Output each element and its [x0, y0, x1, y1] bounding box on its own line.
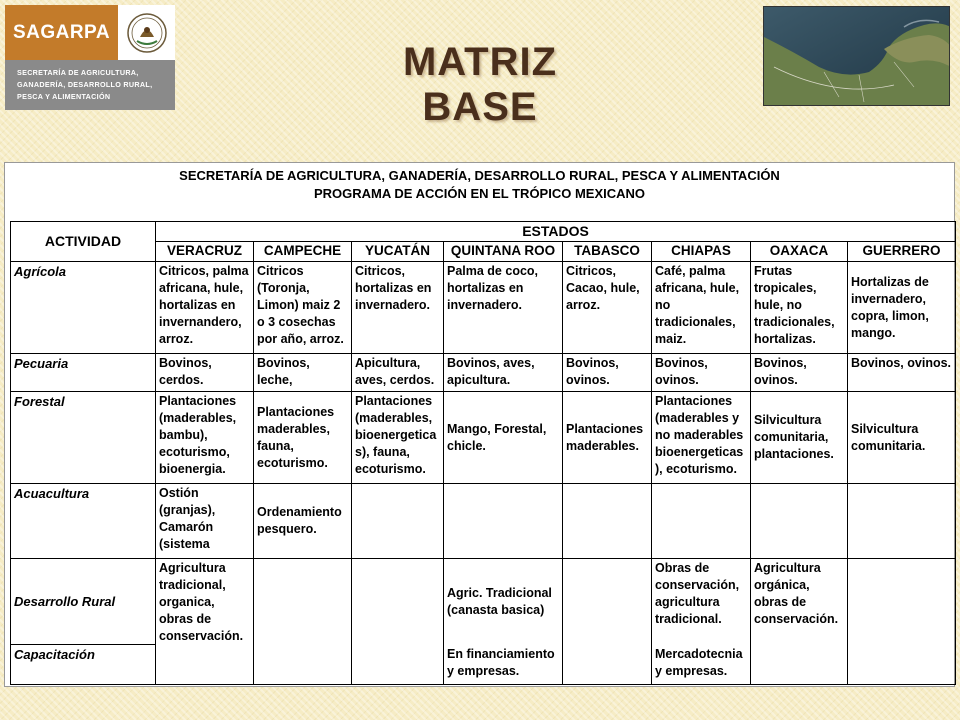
state-header: TABASCO	[563, 242, 652, 262]
table-row	[11, 354, 956, 392]
table-cell: Plantaciones (maderables, bambu), ecoturismo, bioenergia.	[156, 392, 254, 484]
table-cell: Plantaciones maderables.	[563, 392, 652, 484]
table-cell: Citricos (Toronja, Limon) maiz 2 o 3 cosechas por año, arroz.	[254, 262, 352, 354]
table-cell: Bovinos, ovinos.	[848, 354, 956, 392]
activity-label: Agrícola	[11, 262, 156, 354]
satellite-map-image	[763, 6, 950, 106]
matrix-document	[4, 162, 955, 687]
state-header: OAXACA	[751, 242, 848, 262]
table-cell: Silvicultura comunitaria.	[848, 392, 956, 484]
table-row	[11, 559, 956, 645]
activity-label: Pecuaria	[11, 354, 156, 392]
table-cell: Bovinos, leche,	[254, 354, 352, 392]
activity-label: Capacitación	[11, 645, 156, 685]
state-header: CHIAPAS	[652, 242, 751, 262]
table-cell: Citricos, palma africana, hule, hortalizas en invernandero, arroz.	[156, 262, 254, 354]
table-cell: En financiamiento y empresas.	[444, 645, 563, 685]
table-cell: Bovinos, ovinos.	[751, 354, 848, 392]
table-row	[11, 392, 956, 484]
table-cell: Bovinos, ovinos.	[563, 354, 652, 392]
table-cell: Plantaciones maderables, fauna, ecoturismo.	[254, 392, 352, 484]
table-cell: Bovinos, aves, apicultura.	[444, 354, 563, 392]
document-header-line2: PROGRAMA DE ACCIÓN EN EL TRÓPICO MEXICANO	[313, 186, 646, 201]
table-cell	[352, 484, 444, 559]
activity-label: Forestal	[11, 392, 156, 484]
state-header: QUINTANA ROO	[444, 242, 563, 262]
table-cell: Hortalizas de invernadero, copra, limon, mango.	[848, 262, 956, 354]
table-cell: Agric. Tradicional (canasta basica)	[444, 559, 563, 645]
table-cell	[751, 484, 848, 559]
table-cell: Mango, Forestal, chicle.	[444, 392, 563, 484]
table-cell	[444, 484, 563, 559]
activity-label: Desarrollo Rural	[11, 559, 156, 645]
logo-line: SECRETARÍA DE AGRICULTURA,	[17, 68, 139, 77]
table-cell: Bovinos, ovinos.	[652, 354, 751, 392]
table-cell: Apicultura, aves, cerdos.	[352, 354, 444, 392]
table-cell: Frutas tropicales, hule, no tradicionales, hortalizas.	[751, 262, 848, 354]
table-cell: Obras de conservación, agricultura tradicional.	[652, 559, 751, 645]
document-header-line1: SECRETARÍA DE AGRICULTURA, GANADERÍA, DESARROLLO RURAL, PESCA Y ALIMENTACIÓN	[179, 168, 780, 183]
mexico-seal-icon	[118, 5, 175, 60]
table-cell: Citricos, Cacao, hule, arroz.	[563, 262, 652, 354]
table-cell: Bovinos, cerdos.	[156, 354, 254, 392]
state-header: CAMPECHE	[254, 242, 352, 262]
table-cell: Agricultura orgánica, obras de conservación.	[751, 559, 848, 685]
table-cell: Plantaciones (maderables y no maderables bioenergeticas ), ecoturismo.	[652, 392, 751, 484]
table-cell	[352, 559, 444, 685]
activity-matrix-table	[10, 221, 956, 685]
table-cell: Ostión (granjas), Camarón (sistema	[156, 484, 254, 559]
table-cell	[652, 484, 751, 559]
table-row	[11, 484, 956, 559]
activity-label: Acuacultura	[11, 484, 156, 559]
logo-brand-text: SAGARPA	[5, 5, 118, 60]
slide-title: MATRIZ BASE	[402, 40, 558, 129]
table-cell: Mercadotecnia y empresas.	[652, 645, 751, 685]
table-cell	[254, 559, 352, 685]
table-cell: Agricultura tradicional, organica, obras de conservación.	[156, 559, 254, 685]
table-cell: Ordenamiento pesquero.	[254, 484, 352, 559]
activity-header: ACTIVIDAD	[11, 222, 156, 262]
state-header: YUCATÁN	[352, 242, 444, 262]
table-cell	[563, 484, 652, 559]
states-header: ESTADOS	[156, 222, 956, 242]
document-header	[5, 163, 954, 219]
logo-subtitle	[17, 67, 172, 103]
table-cell: Palma de coco, hortalizas en invernadero.	[444, 262, 563, 354]
sagarpa-logo	[5, 5, 175, 110]
table-cell	[848, 484, 956, 559]
logo-line: PESCA Y ALIMENTACIÓN	[17, 92, 111, 101]
table-cell: Silvicultura comunitaria, plantaciones.	[751, 392, 848, 484]
table-cell	[848, 559, 956, 685]
state-header: GUERRERO	[848, 242, 956, 262]
table-cell: Café, palma africana, hule, no tradicionales, maiz.	[652, 262, 751, 354]
table-cell: Citricos, hortalizas en invernadero.	[352, 262, 444, 354]
table-cell	[563, 559, 652, 685]
state-header: VERACRUZ	[156, 242, 254, 262]
logo-line: GANADERÍA, DESARROLLO RURAL,	[17, 80, 153, 89]
table-cell: Plantaciones (maderables, bioenergetica s), fauna, ecoturismo.	[352, 392, 444, 484]
table-row	[11, 262, 956, 354]
